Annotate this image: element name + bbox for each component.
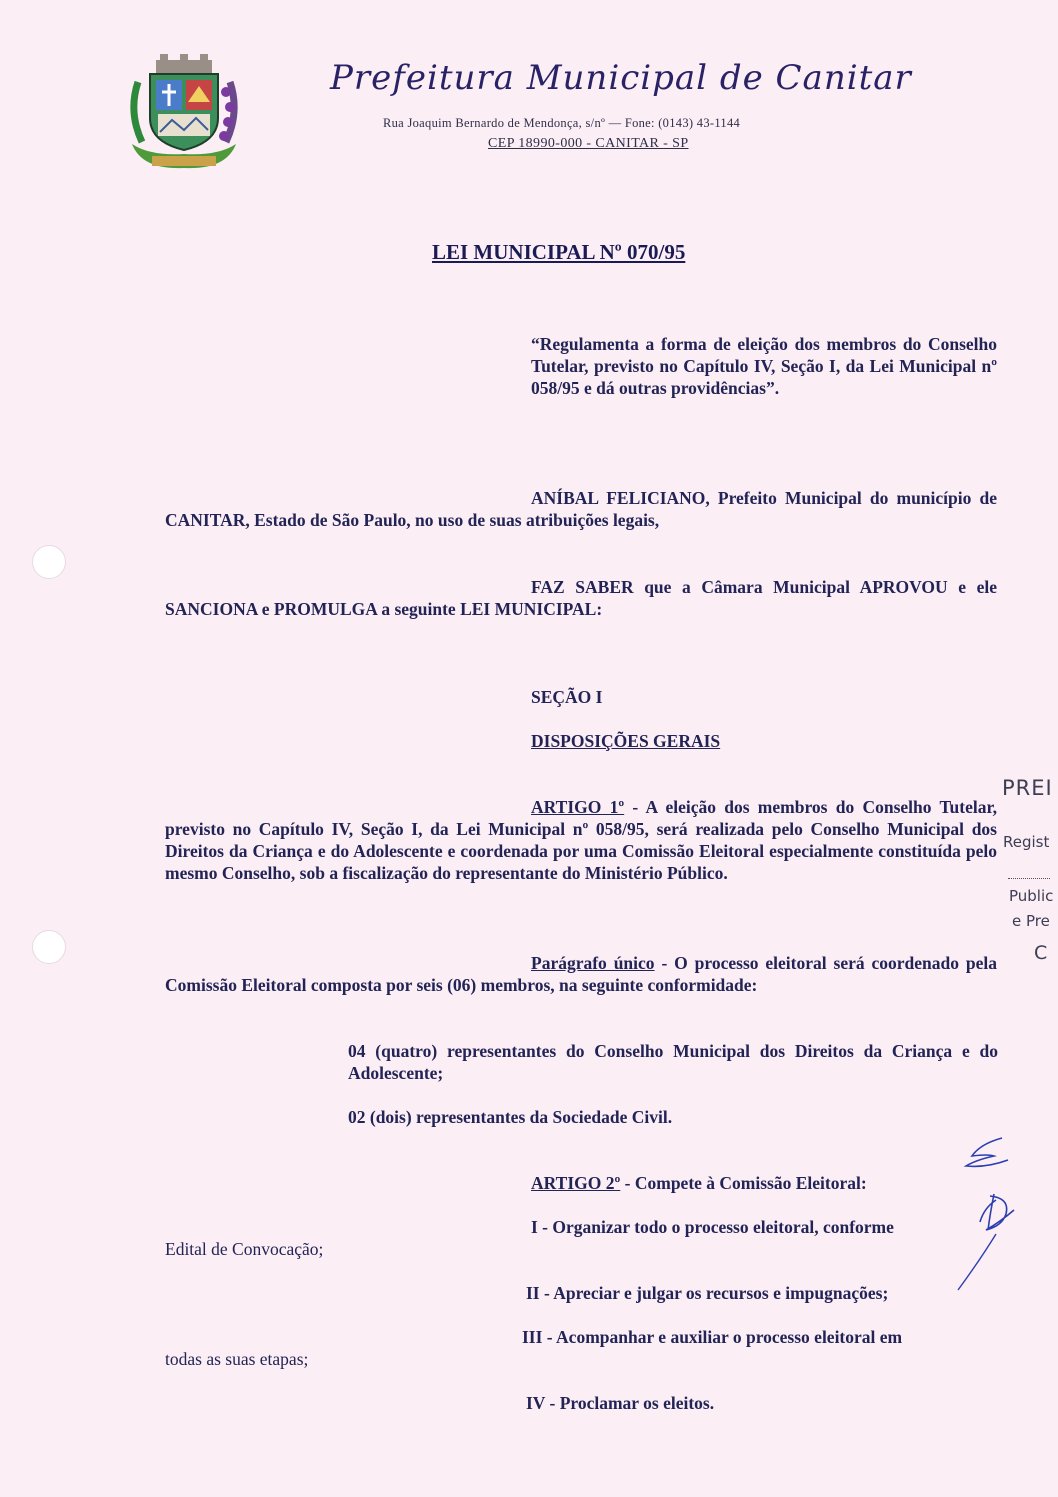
article-1 bbox=[165, 796, 997, 884]
paragraph-label: Parágrafo único bbox=[531, 953, 655, 973]
article-2 bbox=[531, 1172, 867, 1194]
margin-stamp-line-3: Public bbox=[1009, 887, 1054, 905]
composition-item-2: 02 (dois) representantes da Sociedade Civil. bbox=[348, 1107, 673, 1127]
law-ementa: “Regulamenta a forma de eleição dos membros do Conselho Tutelar, previsto no Capítulo IV, Seção I, da Lei Municipal nº 058/95 e dá outras providências”. bbox=[531, 334, 997, 398]
intro-text-1: ANÍBAL FELICIANO, Prefeito Municipal do município de CANITAR, Estado de São Paulo, no uso de suas atribuições legais, bbox=[165, 488, 997, 530]
intro-paragraph-2 bbox=[165, 576, 997, 620]
municipal-coat-of-arms-icon bbox=[122, 52, 246, 176]
punch-hole bbox=[32, 545, 66, 579]
article-1-text: - A eleição dos membros do Conselho Tutelar, previsto no Capítulo IV, Seção I, da Lei Municipal nº 058/95, será realizada pelo Conselho Municipal dos Direitos da Criança e do Adolescente e coordenada por uma Comissão Eleitoral especialmente constituída pelo mesmo Conselho, sob a fiscalização do representante do Ministério Público. bbox=[165, 797, 997, 883]
item-i-line-1: I - Organizar todo o processo eleitoral, conforme bbox=[531, 1217, 894, 1237]
punch-hole bbox=[32, 930, 66, 964]
item-iii-line-2: todas as suas etapas; bbox=[165, 1349, 309, 1369]
section-number: SEÇÃO I bbox=[531, 687, 603, 707]
section-name: DISPOSIÇÕES GERAIS bbox=[531, 731, 721, 751]
handwritten-initials-icon bbox=[950, 1130, 1030, 1300]
header-title: Prefeitura Municipal de Canitar bbox=[330, 58, 912, 98]
margin-stamp-line-2: Regist bbox=[1003, 833, 1050, 851]
law-title: LEI MUNICIPAL Nº 070/95 bbox=[432, 240, 686, 264]
margin-stamp-line-5: C bbox=[1034, 942, 1048, 964]
composition-item-1: 04 (quatro) representantes do Conselho Municipal dos Direitos da Criança e do Adolescente; bbox=[348, 1041, 998, 1083]
header-address: Rua Joaquim Bernardo de Mendonça, s/nº — Fone: (0143) 43-1144 bbox=[383, 116, 741, 130]
article-2-text: - Compete à Comissão Eleitoral: bbox=[620, 1173, 867, 1193]
item-i-line-2: Edital de Convocação; bbox=[165, 1239, 324, 1259]
margin-stamp-line-4: e Pre bbox=[1012, 912, 1050, 930]
paragraph-text: - O processo eleitoral será coordenado pela Comissão Eleitoral composta por seis (06) membros, na seguinte conformidade: bbox=[165, 953, 997, 995]
intro-text-2: FAZ SABER que a Câmara Municipal APROVOU e ele SANCIONA e PROMULGA a seguinte LEI MUNICIPAL: bbox=[165, 577, 997, 619]
item-iii-line-1: III - Acompanhar e auxiliar o processo eleitoral em bbox=[522, 1327, 903, 1347]
article-1-paragraph bbox=[165, 952, 997, 996]
intro-paragraph-1 bbox=[165, 487, 997, 531]
margin-stamp-line-1: PREI bbox=[1002, 776, 1053, 800]
item-ii: II - Apreciar e julgar os recursos e impugnações; bbox=[526, 1283, 889, 1303]
article-2-label: ARTIGO 2º bbox=[531, 1173, 621, 1193]
article-1-label: ARTIGO 1º bbox=[531, 797, 625, 817]
stamp-divider bbox=[1008, 878, 1050, 879]
item-iv: IV - Proclamar os eleitos. bbox=[526, 1393, 715, 1413]
header-cep: CEP 18990-000 - CANITAR - SP bbox=[488, 136, 689, 151]
